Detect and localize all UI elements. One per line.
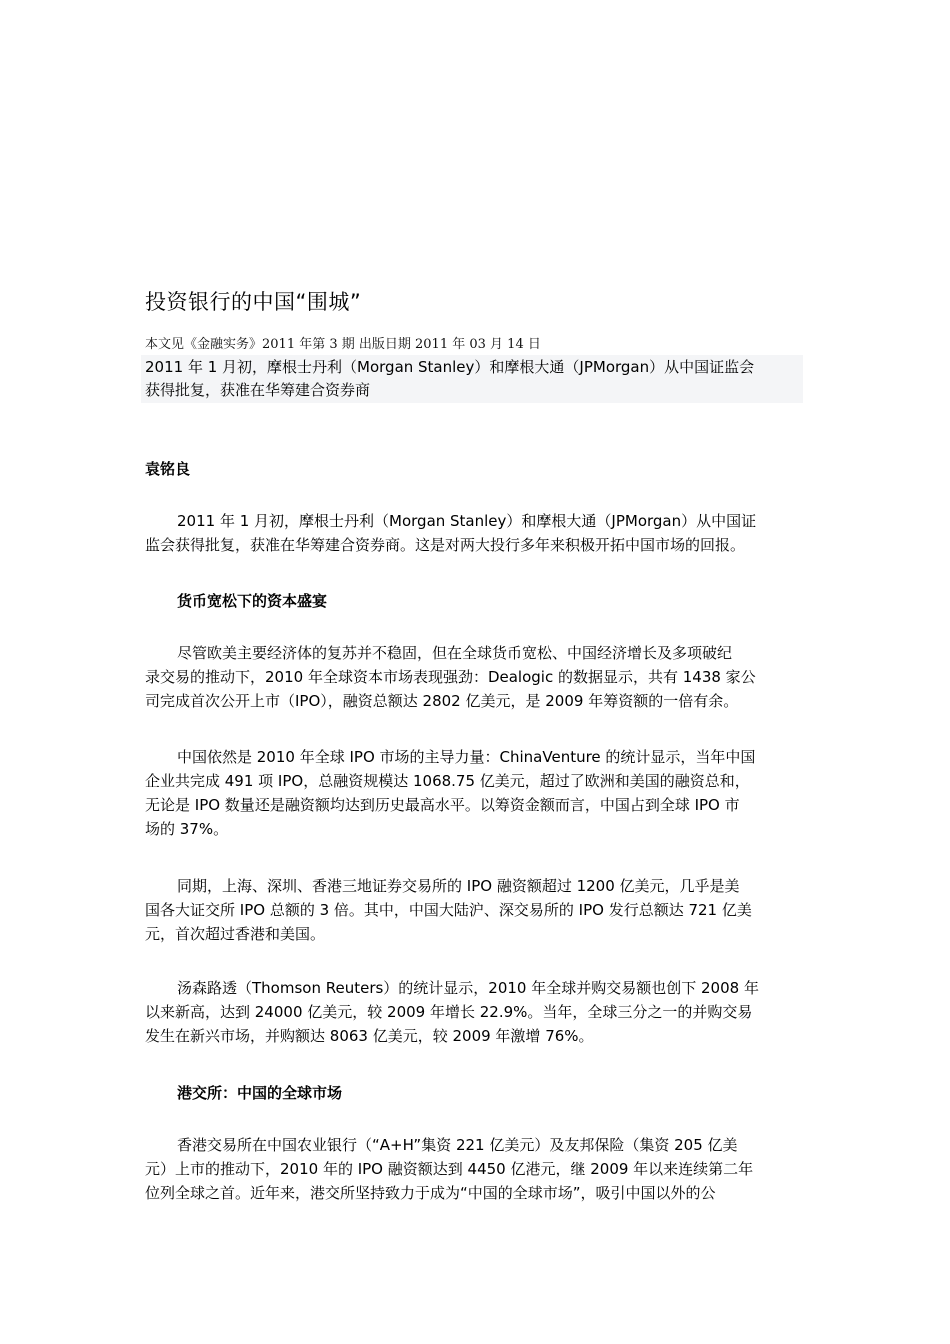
paragraph-line: 录交易的推动下，2010 年全球资本市场表现强劲：Dealogic 的数据显示，共有 1438 家公	[145, 668, 756, 686]
paragraph-line: 2011 年 1 月初，摩根士丹利（Morgan Stanley）和摩根大通（JPMorgan）从中国证	[177, 512, 757, 530]
summary-line: 获得批复，获准在华筹建合资券商	[145, 381, 371, 399]
paragraph-line: 香港交易所在中国农业银行（“A+H”集资 221 亿美元）及友邦保险（集资 205 亿美	[177, 1136, 738, 1154]
summary-line: 2011 年 1 月初，摩根士丹利（Morgan Stanley）和摩根大通（JPMorgan）从中国证监会	[145, 358, 755, 376]
paragraph-line: 位列全球之首。近年来，港交所坚持致力于成为“中国的全球市场”，吸引中国以外的公	[145, 1184, 716, 1202]
section-heading: 港交所：中国的全球市场	[177, 1084, 343, 1102]
paragraph-line: 汤森路透（Thomson Reuters）的统计显示，2010 年全球并购交易额也创下 2008 年	[177, 979, 759, 997]
paragraph-line: 监会获得批复，获准在华筹建合资券商。这是对两大投行多年来积极开拓中国市场的回报。	[145, 536, 746, 554]
paragraph-line: 元，首次超过香港和美国。	[145, 925, 326, 943]
body-paragraph	[145, 874, 805, 946]
source-line: 本文见《金融实务》2011 年第 3 期 出版日期 2011 年 03 月 14 日	[145, 337, 541, 352]
body-paragraph	[145, 509, 805, 557]
body-paragraph	[145, 1133, 805, 1205]
paragraph-line: 司完成首次公开上市（IPO），融资总额达 2802 亿美元，是 2009 年筹资额的一倍有余。	[145, 692, 739, 710]
section-heading: 货币宽松下的资本盛宴	[177, 592, 328, 610]
paragraph-line: 企业共完成 491 项 IPO，总融资规模达 1068.75 亿美元，超过了欧洲和美国的融资总和，	[145, 772, 750, 790]
body-paragraph	[145, 745, 805, 841]
body-paragraph	[145, 976, 805, 1048]
paragraph-line: 中国依然是 2010 年全球 IPO 市场的主导力量：ChinaVenture 的统计显示，当年中国	[177, 748, 756, 766]
paragraph-line: 尽管欧美主要经济体的复苏并不稳固，但在全球货币宽松、中国经济增长及多项破纪	[177, 644, 733, 662]
paragraph-line: 国各大证交所 IPO 总额的 3 倍。其中，中国大陆沪、深交易所的 IPO 发行总额达 721 亿美	[145, 901, 752, 919]
paragraph-line: 以来新高，达到 24000 亿美元，较 2009 年增长 22.9%。当年，全球三分之一的并购交易	[145, 1003, 753, 1021]
article-title: 投资银行的中国“围城”	[145, 290, 362, 314]
paragraph-line: 元）上市的推动下，2010 年的 IPO 融资额达到 4450 亿港元，继 2009 年以来连续第二年	[145, 1160, 754, 1178]
paragraph-line: 发生在新兴市场，并购额达 8063 亿美元，较 2009 年激增 76%。	[145, 1027, 594, 1045]
paragraph-line: 同期，上海、深圳、香港三地证券交易所的 IPO 融资额超过 1200 亿美元，几乎是美	[177, 877, 740, 895]
author-name: 袁铭良	[145, 460, 191, 478]
summary-box	[141, 355, 803, 403]
paragraph-line: 场的 37%。	[145, 820, 229, 838]
paragraph-line: 无论是 IPO 数量还是融资额均达到历史最高水平。以筹资金额而言，中国占到全球 IPO 市	[145, 796, 740, 814]
body-paragraph	[145, 641, 805, 713]
